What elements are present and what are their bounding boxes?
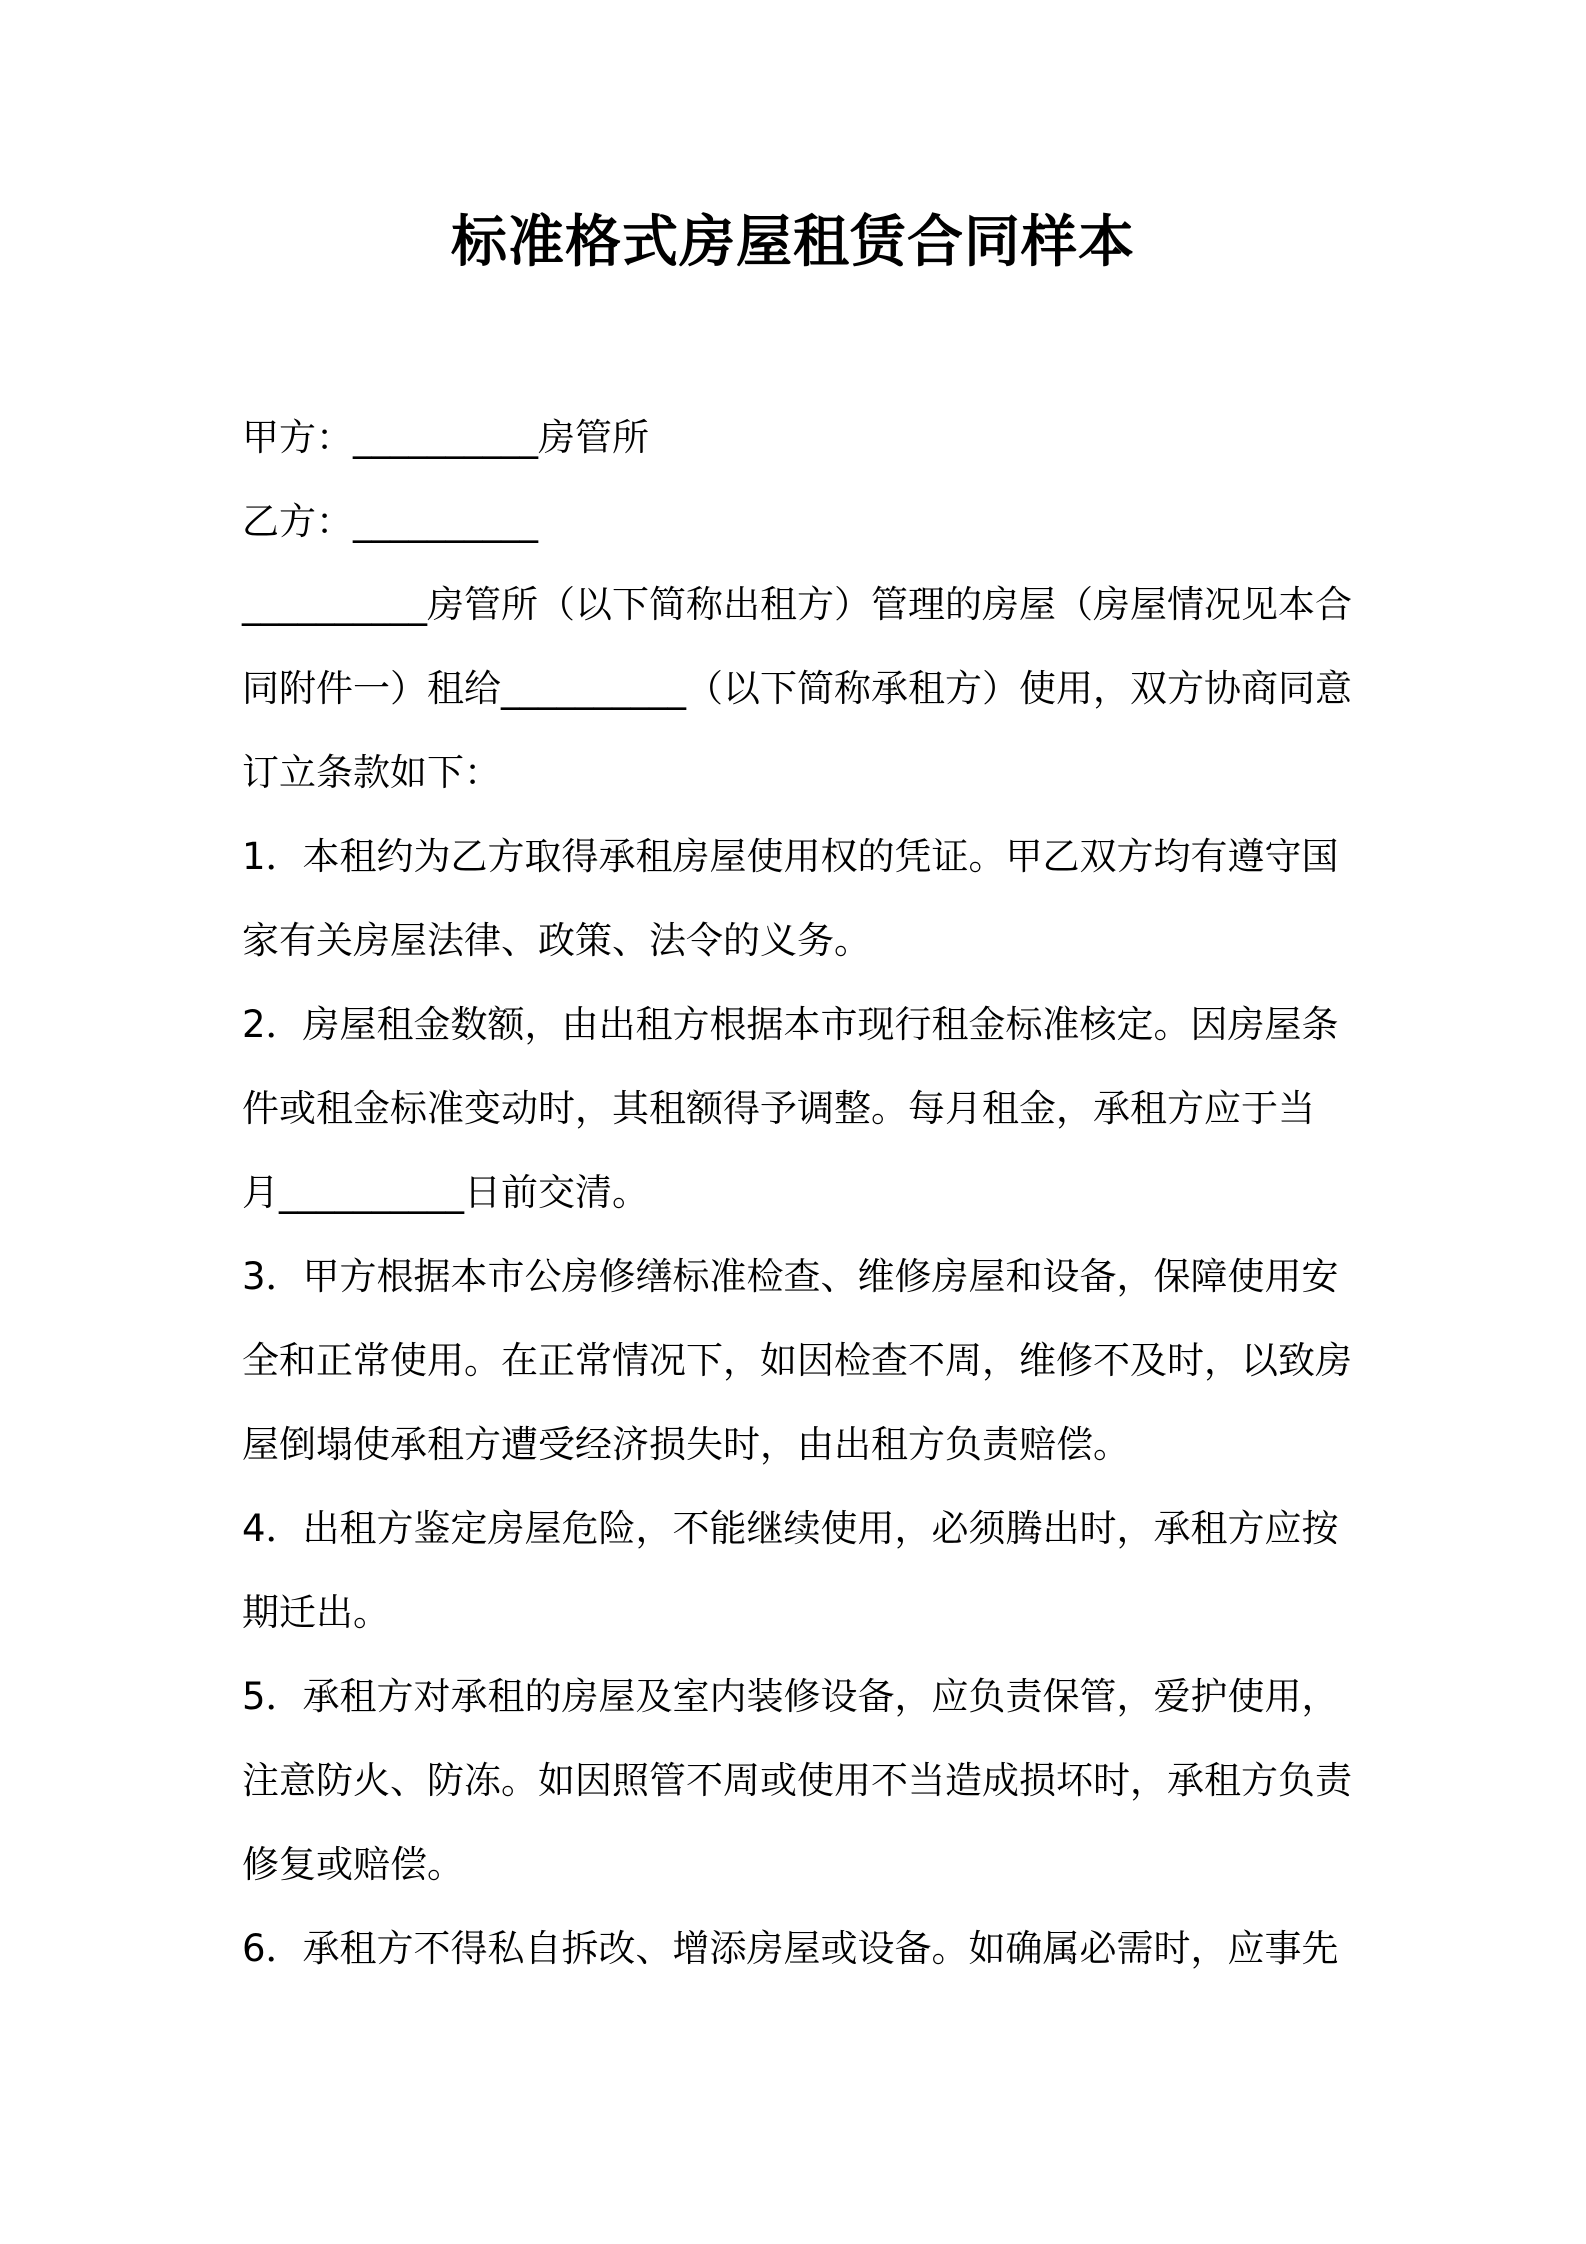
clause-4-line: 期迁出。	[242, 1591, 390, 1634]
clause-5-line: 5．承租方对承租的房屋及室内装修设备，应负责保管，爱护使用，	[242, 1675, 1339, 1718]
preamble-line: 订立条款如下：	[242, 751, 501, 794]
clause-1-line: 1．本租约为乙方取得承租房屋使用权的凭证。甲乙双方均有遵守国	[242, 835, 1339, 878]
clause-4-line: 4．出租方鉴定房屋危险，不能继续使用，必须腾出时，承租方应按	[242, 1507, 1339, 1550]
party-a-line: 甲方：__________房管所	[242, 416, 649, 459]
preamble-line: __________房管所（以下简称出租方）管理的房屋（房屋情况见本合	[242, 583, 1352, 626]
party-b-line: 乙方：__________	[242, 500, 538, 543]
clause-3-line: 全和正常使用。在正常情况下，如因检查不周，维修不及时，以致房	[242, 1339, 1352, 1382]
clause-2-line: 2．房屋租金数额，由出租方根据本市现行租金标准核定。因房屋条	[242, 1003, 1339, 1046]
clause-3-line: 屋倒塌使承租方遭受经济损失时，由出租方负责赔偿。	[242, 1423, 1130, 1466]
clause-5-line: 注意防火、防冻。如因照管不周或使用不当造成损坏时，承租方负责	[242, 1759, 1352, 1802]
document-title: 标准格式房屋租赁合同样本	[451, 210, 1135, 275]
clause-5-line: 修复或赔偿。	[242, 1843, 464, 1886]
preamble-line: 同附件一）租给__________（以下简称承租方）使用，双方协商同意	[242, 667, 1352, 710]
clause-3-line: 3．甲方根据本市公房修缮标准检查、维修房屋和设备，保障使用安	[242, 1255, 1339, 1298]
clause-2-line: 件或租金标准变动时，其租额得予调整。每月租金，承租方应于当	[242, 1087, 1315, 1130]
clause-6-line: 6．承租方不得私自拆改、增添房屋或设备。如确属必需时，应事先	[242, 1927, 1339, 1970]
clause-2-line: 月__________日前交清。	[242, 1171, 649, 1214]
clause-1-line: 家有关房屋法律、政策、法令的义务。	[242, 919, 871, 962]
